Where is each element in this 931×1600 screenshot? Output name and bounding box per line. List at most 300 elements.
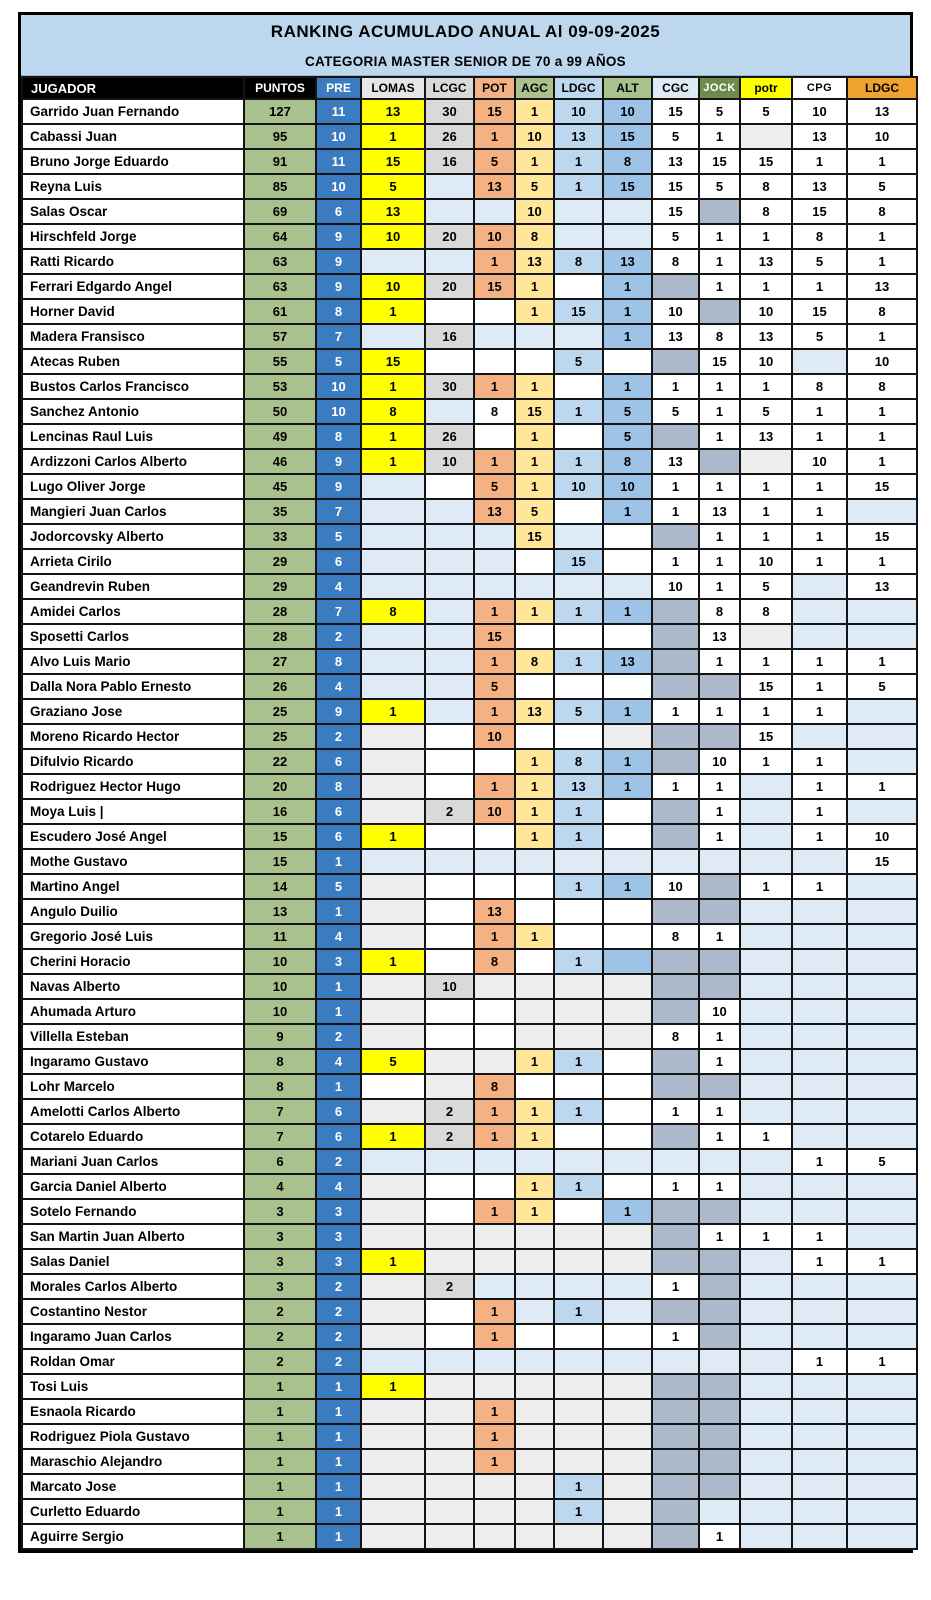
stat-cell-agc-3: 1 bbox=[515, 299, 554, 324]
stat-cell-lcgc-1 bbox=[425, 1024, 474, 1049]
stat-cell-lcgc-1 bbox=[425, 899, 474, 924]
stat-cell-alt-5: 1 bbox=[603, 1199, 652, 1224]
stat-cell-alt-5 bbox=[603, 574, 652, 599]
stat-cell-ldgc-4: 1 bbox=[554, 449, 603, 474]
points-cell: 6 bbox=[244, 1149, 316, 1174]
stat-cell-ldgc-10: 1 bbox=[847, 149, 917, 174]
stat-cell-jock-7: 1 bbox=[699, 699, 740, 724]
player-name: Ahumada Arturo bbox=[22, 999, 244, 1024]
stat-cell-ldgc-10 bbox=[847, 974, 917, 999]
stat-cell-lcgc-1 bbox=[425, 174, 474, 199]
stat-cell-jock-7 bbox=[699, 1449, 740, 1474]
player-name: Difulvio Ricardo bbox=[22, 749, 244, 774]
stat-cell-cpg-9 bbox=[792, 1074, 847, 1099]
player-name: Rodriguez Piola Gustavo bbox=[22, 1424, 244, 1449]
stat-cell-alt-5 bbox=[603, 899, 652, 924]
player-name: Alvo Luis Mario bbox=[22, 649, 244, 674]
stat-cell-alt-5 bbox=[603, 1074, 652, 1099]
table-row bbox=[22, 624, 917, 649]
stat-cell-potr-8: 1 bbox=[740, 1124, 792, 1149]
pre-cell: 1 bbox=[316, 1399, 361, 1424]
stat-cell-lcgc-1 bbox=[425, 1299, 474, 1324]
points-cell: 20 bbox=[244, 774, 316, 799]
stat-cell-cpg-9 bbox=[792, 949, 847, 974]
column-header-lomas-3: LOMAS bbox=[361, 77, 425, 99]
stat-cell-ldgc-4 bbox=[554, 1349, 603, 1374]
stat-cell-lcgc-1 bbox=[425, 499, 474, 524]
stat-cell-cgc-6: 1 bbox=[652, 1324, 699, 1349]
stat-cell-potr-8 bbox=[740, 1524, 792, 1549]
stat-cell-cpg-9 bbox=[792, 1399, 847, 1424]
stat-cell-pot-2 bbox=[474, 1349, 515, 1374]
stat-cell-potr-8 bbox=[740, 1274, 792, 1299]
stat-cell-agc-3 bbox=[515, 1249, 554, 1274]
stat-cell-cpg-9 bbox=[792, 1524, 847, 1549]
points-cell: 9 bbox=[244, 1024, 316, 1049]
stat-cell-ldgc-10: 15 bbox=[847, 474, 917, 499]
points-cell: 1 bbox=[244, 1474, 316, 1499]
stat-cell-potr-8 bbox=[740, 1374, 792, 1399]
stat-cell-cgc-6 bbox=[652, 424, 699, 449]
stat-cell-agc-3: 15 bbox=[515, 524, 554, 549]
stat-cell-pot-2 bbox=[474, 749, 515, 774]
player-name: Graziano Jose bbox=[22, 699, 244, 724]
table-row bbox=[22, 1199, 917, 1224]
stat-cell-cpg-9: 1 bbox=[792, 424, 847, 449]
stat-cell-alt-5: 1 bbox=[603, 274, 652, 299]
table-row bbox=[22, 99, 917, 124]
points-cell: 28 bbox=[244, 624, 316, 649]
stat-cell-lcgc-1: 30 bbox=[425, 99, 474, 124]
ranking-table bbox=[21, 76, 918, 1550]
points-cell: 11 bbox=[244, 924, 316, 949]
stat-cell-agc-3 bbox=[515, 1224, 554, 1249]
stat-cell-agc-3 bbox=[515, 899, 554, 924]
stat-cell-lomas-0 bbox=[361, 1024, 425, 1049]
stat-cell-pot-2: 8 bbox=[474, 399, 515, 424]
stat-cell-cgc-6: 1 bbox=[652, 699, 699, 724]
pre-cell: 5 bbox=[316, 524, 361, 549]
stat-cell-ldgc-10: 10 bbox=[847, 824, 917, 849]
stat-cell-agc-3: 1 bbox=[515, 449, 554, 474]
stat-cell-lcgc-1 bbox=[425, 824, 474, 849]
player-name: Ardizzoni Carlos Alberto bbox=[22, 449, 244, 474]
stat-cell-ldgc-4: 8 bbox=[554, 249, 603, 274]
stat-cell-ldgc-10 bbox=[847, 699, 917, 724]
stat-cell-jock-7 bbox=[699, 1349, 740, 1374]
points-cell: 10 bbox=[244, 974, 316, 999]
pre-cell: 6 bbox=[316, 199, 361, 224]
stat-cell-agc-3 bbox=[515, 724, 554, 749]
stat-cell-agc-3 bbox=[515, 949, 554, 974]
points-cell: 2 bbox=[244, 1299, 316, 1324]
stat-cell-jock-7 bbox=[699, 1199, 740, 1224]
stat-cell-pot-2 bbox=[474, 824, 515, 849]
stat-cell-lcgc-1 bbox=[425, 1499, 474, 1524]
points-cell: 29 bbox=[244, 574, 316, 599]
stat-cell-lomas-0 bbox=[361, 1099, 425, 1124]
table-row bbox=[22, 1474, 917, 1499]
stat-cell-ldgc-10: 13 bbox=[847, 99, 917, 124]
stat-cell-lcgc-1: 16 bbox=[425, 324, 474, 349]
points-cell: 25 bbox=[244, 724, 316, 749]
player-name: Mangieri Juan Carlos bbox=[22, 499, 244, 524]
stat-cell-agc-3 bbox=[515, 1349, 554, 1374]
stat-cell-ldgc-10 bbox=[847, 924, 917, 949]
stat-cell-jock-7: 1 bbox=[699, 1049, 740, 1074]
stat-cell-cgc-6: 1 bbox=[652, 474, 699, 499]
stat-cell-potr-8: 5 bbox=[740, 574, 792, 599]
stat-cell-cpg-9: 1 bbox=[792, 674, 847, 699]
stat-cell-alt-5: 15 bbox=[603, 174, 652, 199]
points-cell: 3 bbox=[244, 1249, 316, 1274]
player-name: Ferrari Edgardo Angel bbox=[22, 274, 244, 299]
stat-cell-ldgc-10 bbox=[847, 499, 917, 524]
stat-cell-lomas-0 bbox=[361, 1074, 425, 1099]
stat-cell-cpg-9: 10 bbox=[792, 99, 847, 124]
pre-cell: 4 bbox=[316, 574, 361, 599]
pre-cell: 1 bbox=[316, 1524, 361, 1549]
stat-cell-agc-3: 8 bbox=[515, 224, 554, 249]
table-row bbox=[22, 1099, 917, 1124]
player-name: Mariani Juan Carlos bbox=[22, 1149, 244, 1174]
table-row bbox=[22, 174, 917, 199]
stat-cell-ldgc-10 bbox=[847, 899, 917, 924]
stat-cell-lomas-0 bbox=[361, 1524, 425, 1549]
player-name: Garrido Juan Fernando bbox=[22, 99, 244, 124]
stat-cell-cgc-6 bbox=[652, 824, 699, 849]
points-cell: 7 bbox=[244, 1099, 316, 1124]
stat-cell-alt-5 bbox=[603, 799, 652, 824]
table-row bbox=[22, 499, 917, 524]
stat-cell-cpg-9 bbox=[792, 1499, 847, 1524]
stat-cell-ldgc-4: 15 bbox=[554, 299, 603, 324]
pre-cell: 10 bbox=[316, 399, 361, 424]
stat-cell-lcgc-1 bbox=[425, 699, 474, 724]
stat-cell-potr-8 bbox=[740, 949, 792, 974]
stat-cell-alt-5 bbox=[603, 224, 652, 249]
stat-cell-cpg-9: 1 bbox=[792, 149, 847, 174]
stat-cell-jock-7: 1 bbox=[699, 374, 740, 399]
table-row bbox=[22, 799, 917, 824]
stat-cell-jock-7 bbox=[699, 1149, 740, 1174]
stat-cell-ldgc-4: 1 bbox=[554, 824, 603, 849]
table-row bbox=[22, 674, 917, 699]
stat-cell-cpg-9 bbox=[792, 1099, 847, 1124]
stat-cell-lcgc-1 bbox=[425, 1349, 474, 1374]
stat-cell-ldgc-10 bbox=[847, 1174, 917, 1199]
column-header-cgc-9: CGC bbox=[652, 77, 699, 99]
player-name: Morales Carlos Alberto bbox=[22, 1274, 244, 1299]
stat-cell-jock-7 bbox=[699, 899, 740, 924]
stat-cell-alt-5 bbox=[603, 949, 652, 974]
player-name: Villella Esteban bbox=[22, 1024, 244, 1049]
stat-cell-pot-2 bbox=[474, 974, 515, 999]
stat-cell-lomas-0 bbox=[361, 874, 425, 899]
stat-cell-alt-5 bbox=[603, 1024, 652, 1049]
stat-cell-potr-8: 1 bbox=[740, 374, 792, 399]
stat-cell-ldgc-10: 1 bbox=[847, 324, 917, 349]
stat-cell-pot-2: 10 bbox=[474, 224, 515, 249]
stat-cell-potr-8 bbox=[740, 449, 792, 474]
stat-cell-pot-2 bbox=[474, 349, 515, 374]
stat-cell-pot-2 bbox=[474, 1224, 515, 1249]
stat-cell-agc-3: 10 bbox=[515, 124, 554, 149]
stat-cell-cpg-9 bbox=[792, 999, 847, 1024]
stat-cell-lomas-0 bbox=[361, 724, 425, 749]
stat-cell-ldgc-4 bbox=[554, 1249, 603, 1274]
pre-cell: 8 bbox=[316, 649, 361, 674]
stat-cell-cpg-9 bbox=[792, 1374, 847, 1399]
player-name: San Martin Juan Alberto bbox=[22, 1224, 244, 1249]
stat-cell-agc-3 bbox=[515, 999, 554, 1024]
stat-cell-alt-5 bbox=[603, 1449, 652, 1474]
stat-cell-cpg-9: 15 bbox=[792, 299, 847, 324]
pre-cell: 1 bbox=[316, 999, 361, 1024]
stat-cell-ldgc-10 bbox=[847, 874, 917, 899]
stat-cell-lomas-0: 1 bbox=[361, 449, 425, 474]
stat-cell-ldgc-10 bbox=[847, 749, 917, 774]
stat-cell-ldgc-4 bbox=[554, 674, 603, 699]
stat-cell-lcgc-1 bbox=[425, 1199, 474, 1224]
table-row bbox=[22, 1499, 917, 1524]
stat-cell-cgc-6 bbox=[652, 799, 699, 824]
stat-cell-agc-3: 1 bbox=[515, 924, 554, 949]
stat-cell-pot-2 bbox=[474, 424, 515, 449]
player-name: Escudero José Angel bbox=[22, 824, 244, 849]
stat-cell-ldgc-10: 15 bbox=[847, 849, 917, 874]
report-subtitle: CATEGORIA MASTER SENIOR DE 70 a 99 AÑOS bbox=[304, 54, 626, 69]
stat-cell-lcgc-1: 2 bbox=[425, 799, 474, 824]
stat-cell-jock-7: 8 bbox=[699, 599, 740, 624]
stat-cell-cgc-6 bbox=[652, 1449, 699, 1474]
stat-cell-agc-3: 1 bbox=[515, 749, 554, 774]
table-row bbox=[22, 199, 917, 224]
table-row bbox=[22, 774, 917, 799]
stat-cell-alt-5 bbox=[603, 1424, 652, 1449]
player-name: Lencinas Raul Luis bbox=[22, 424, 244, 449]
stat-cell-cpg-9: 1 bbox=[792, 274, 847, 299]
stat-cell-ldgc-10 bbox=[847, 1274, 917, 1299]
stat-cell-jock-7: 1 bbox=[699, 1024, 740, 1049]
stat-cell-ldgc-4: 1 bbox=[554, 599, 603, 624]
stat-cell-cpg-9: 10 bbox=[792, 449, 847, 474]
column-header-puntos-1: PUNTOS bbox=[244, 77, 316, 99]
stat-cell-ldgc-4 bbox=[554, 1324, 603, 1349]
stat-cell-cgc-6: 1 bbox=[652, 374, 699, 399]
points-cell: 1 bbox=[244, 1449, 316, 1474]
points-cell: 50 bbox=[244, 399, 316, 424]
player-name: Tosi Luis bbox=[22, 1374, 244, 1399]
stat-cell-lomas-0 bbox=[361, 799, 425, 824]
stat-cell-cpg-9: 15 bbox=[792, 199, 847, 224]
stat-cell-potr-8: 10 bbox=[740, 349, 792, 374]
stat-cell-alt-5 bbox=[603, 824, 652, 849]
stat-cell-lcgc-1 bbox=[425, 874, 474, 899]
stat-cell-cpg-9 bbox=[792, 924, 847, 949]
points-cell: 2 bbox=[244, 1349, 316, 1374]
points-cell: 1 bbox=[244, 1424, 316, 1449]
stat-cell-jock-7: 15 bbox=[699, 149, 740, 174]
stat-cell-lomas-0 bbox=[361, 899, 425, 924]
pre-cell: 1 bbox=[316, 1499, 361, 1524]
table-row bbox=[22, 1074, 917, 1099]
stat-cell-cgc-6 bbox=[652, 1374, 699, 1399]
stat-cell-cgc-6 bbox=[652, 1049, 699, 1074]
stat-cell-ldgc-4 bbox=[554, 1024, 603, 1049]
stat-cell-alt-5: 5 bbox=[603, 399, 652, 424]
stat-cell-lomas-0 bbox=[361, 849, 425, 874]
stat-cell-ldgc-10: 8 bbox=[847, 199, 917, 224]
stat-cell-lcgc-1 bbox=[425, 474, 474, 499]
pre-cell: 9 bbox=[316, 249, 361, 274]
stat-cell-potr-8: 1 bbox=[740, 474, 792, 499]
stat-cell-potr-8: 10 bbox=[740, 549, 792, 574]
stat-cell-potr-8: 8 bbox=[740, 174, 792, 199]
stat-cell-agc-3 bbox=[515, 974, 554, 999]
stat-cell-lcgc-1 bbox=[425, 1449, 474, 1474]
stat-cell-lcgc-1: 10 bbox=[425, 974, 474, 999]
stat-cell-lcgc-1 bbox=[425, 1224, 474, 1249]
player-name: Madera Fransisco bbox=[22, 324, 244, 349]
stat-cell-pot-2 bbox=[474, 1474, 515, 1499]
player-name: Costantino Nestor bbox=[22, 1299, 244, 1324]
table-row bbox=[22, 1274, 917, 1299]
stat-cell-ldgc-10: 1 bbox=[847, 249, 917, 274]
points-cell: 53 bbox=[244, 374, 316, 399]
stat-cell-ldgc-10: 5 bbox=[847, 1149, 917, 1174]
stat-cell-potr-8 bbox=[740, 1449, 792, 1474]
stat-cell-cpg-9: 1 bbox=[792, 399, 847, 424]
column-header-jock-10: JOCK bbox=[699, 77, 740, 99]
stat-cell-jock-7: 1 bbox=[699, 124, 740, 149]
stat-cell-lcgc-1 bbox=[425, 724, 474, 749]
stat-cell-cpg-9: 13 bbox=[792, 174, 847, 199]
stat-cell-alt-5: 8 bbox=[603, 449, 652, 474]
table-row bbox=[22, 824, 917, 849]
stat-cell-ldgc-4 bbox=[554, 624, 603, 649]
stat-cell-ldgc-4 bbox=[554, 1424, 603, 1449]
player-name: Sposetti Carlos bbox=[22, 624, 244, 649]
stat-cell-cpg-9: 1 bbox=[792, 474, 847, 499]
stat-cell-alt-5: 8 bbox=[603, 149, 652, 174]
stat-cell-lomas-0: 1 bbox=[361, 1124, 425, 1149]
stat-cell-potr-8: 1 bbox=[740, 874, 792, 899]
stat-cell-potr-8 bbox=[740, 799, 792, 824]
stat-cell-cpg-9: 1 bbox=[792, 524, 847, 549]
pre-cell: 1 bbox=[316, 899, 361, 924]
stat-cell-pot-2: 1 bbox=[474, 124, 515, 149]
stat-cell-agc-3 bbox=[515, 1149, 554, 1174]
table-row bbox=[22, 974, 917, 999]
stat-cell-lcgc-1 bbox=[425, 574, 474, 599]
pre-cell: 8 bbox=[316, 299, 361, 324]
stat-cell-pot-2: 1 bbox=[474, 1124, 515, 1149]
stat-cell-cpg-9: 5 bbox=[792, 324, 847, 349]
stat-cell-cpg-9 bbox=[792, 349, 847, 374]
table-row bbox=[22, 949, 917, 974]
stat-cell-jock-7 bbox=[699, 199, 740, 224]
stat-cell-agc-3: 13 bbox=[515, 249, 554, 274]
pre-cell: 9 bbox=[316, 224, 361, 249]
stat-cell-ldgc-4 bbox=[554, 574, 603, 599]
stat-cell-pot-2: 5 bbox=[474, 474, 515, 499]
stat-cell-ldgc-4 bbox=[554, 1149, 603, 1174]
player-name: Moya Luis | bbox=[22, 799, 244, 824]
stat-cell-potr-8: 8 bbox=[740, 599, 792, 624]
stat-cell-jock-7: 1 bbox=[699, 399, 740, 424]
table-row bbox=[22, 874, 917, 899]
pre-cell: 9 bbox=[316, 449, 361, 474]
stat-cell-alt-5: 1 bbox=[603, 599, 652, 624]
stat-cell-ldgc-10 bbox=[847, 1499, 917, 1524]
stat-cell-alt-5 bbox=[603, 924, 652, 949]
stat-cell-cpg-9 bbox=[792, 849, 847, 874]
stat-cell-pot-2 bbox=[474, 199, 515, 224]
stat-cell-lomas-0: 10 bbox=[361, 274, 425, 299]
stat-cell-ldgc-10: 1 bbox=[847, 549, 917, 574]
stat-cell-potr-8: 15 bbox=[740, 149, 792, 174]
stat-cell-cpg-9 bbox=[792, 624, 847, 649]
stat-cell-potr-8 bbox=[740, 1424, 792, 1449]
pre-cell: 2 bbox=[316, 1324, 361, 1349]
table-row bbox=[22, 1449, 917, 1474]
table-row bbox=[22, 399, 917, 424]
stat-cell-potr-8 bbox=[740, 624, 792, 649]
stat-cell-cgc-6 bbox=[652, 1299, 699, 1324]
stat-cell-cgc-6: 13 bbox=[652, 449, 699, 474]
points-cell: 1 bbox=[244, 1524, 316, 1549]
player-name: Aguirre Sergio bbox=[22, 1524, 244, 1549]
stat-cell-jock-7: 5 bbox=[699, 99, 740, 124]
points-cell: 8 bbox=[244, 1049, 316, 1074]
stat-cell-potr-8: 13 bbox=[740, 424, 792, 449]
stat-cell-cgc-6: 1 bbox=[652, 549, 699, 574]
stat-cell-potr-8 bbox=[740, 1249, 792, 1274]
stat-cell-ldgc-4 bbox=[554, 1399, 603, 1424]
stat-cell-pot-2: 5 bbox=[474, 149, 515, 174]
stat-cell-jock-7: 1 bbox=[699, 1174, 740, 1199]
stat-cell-ldgc-4: 5 bbox=[554, 349, 603, 374]
stat-cell-cgc-6 bbox=[652, 524, 699, 549]
stat-cell-agc-3: 1 bbox=[515, 99, 554, 124]
stat-cell-ldgc-10 bbox=[847, 1049, 917, 1074]
stat-cell-pot-2: 1 bbox=[474, 649, 515, 674]
stat-cell-jock-7 bbox=[699, 874, 740, 899]
table-row bbox=[22, 1024, 917, 1049]
table-row bbox=[22, 1049, 917, 1074]
stat-cell-ldgc-4: 1 bbox=[554, 949, 603, 974]
table-row bbox=[22, 749, 917, 774]
stat-cell-jock-7 bbox=[699, 974, 740, 999]
stat-cell-cpg-9 bbox=[792, 1024, 847, 1049]
stat-cell-pot-2: 1 bbox=[474, 1399, 515, 1424]
stat-cell-cgc-6: 1 bbox=[652, 1099, 699, 1124]
stat-cell-ldgc-10 bbox=[847, 599, 917, 624]
stat-cell-ldgc-10: 13 bbox=[847, 574, 917, 599]
stat-cell-agc-3 bbox=[515, 1024, 554, 1049]
stat-cell-ldgc-10 bbox=[847, 624, 917, 649]
stat-cell-lcgc-1 bbox=[425, 1399, 474, 1424]
stat-cell-lomas-0 bbox=[361, 1499, 425, 1524]
stat-cell-lcgc-1 bbox=[425, 649, 474, 674]
stat-cell-lcgc-1 bbox=[425, 399, 474, 424]
stat-cell-cgc-6: 15 bbox=[652, 174, 699, 199]
points-cell: 2 bbox=[244, 1324, 316, 1349]
pre-cell: 6 bbox=[316, 799, 361, 824]
stat-cell-jock-7 bbox=[699, 1299, 740, 1324]
stat-cell-jock-7: 1 bbox=[699, 224, 740, 249]
